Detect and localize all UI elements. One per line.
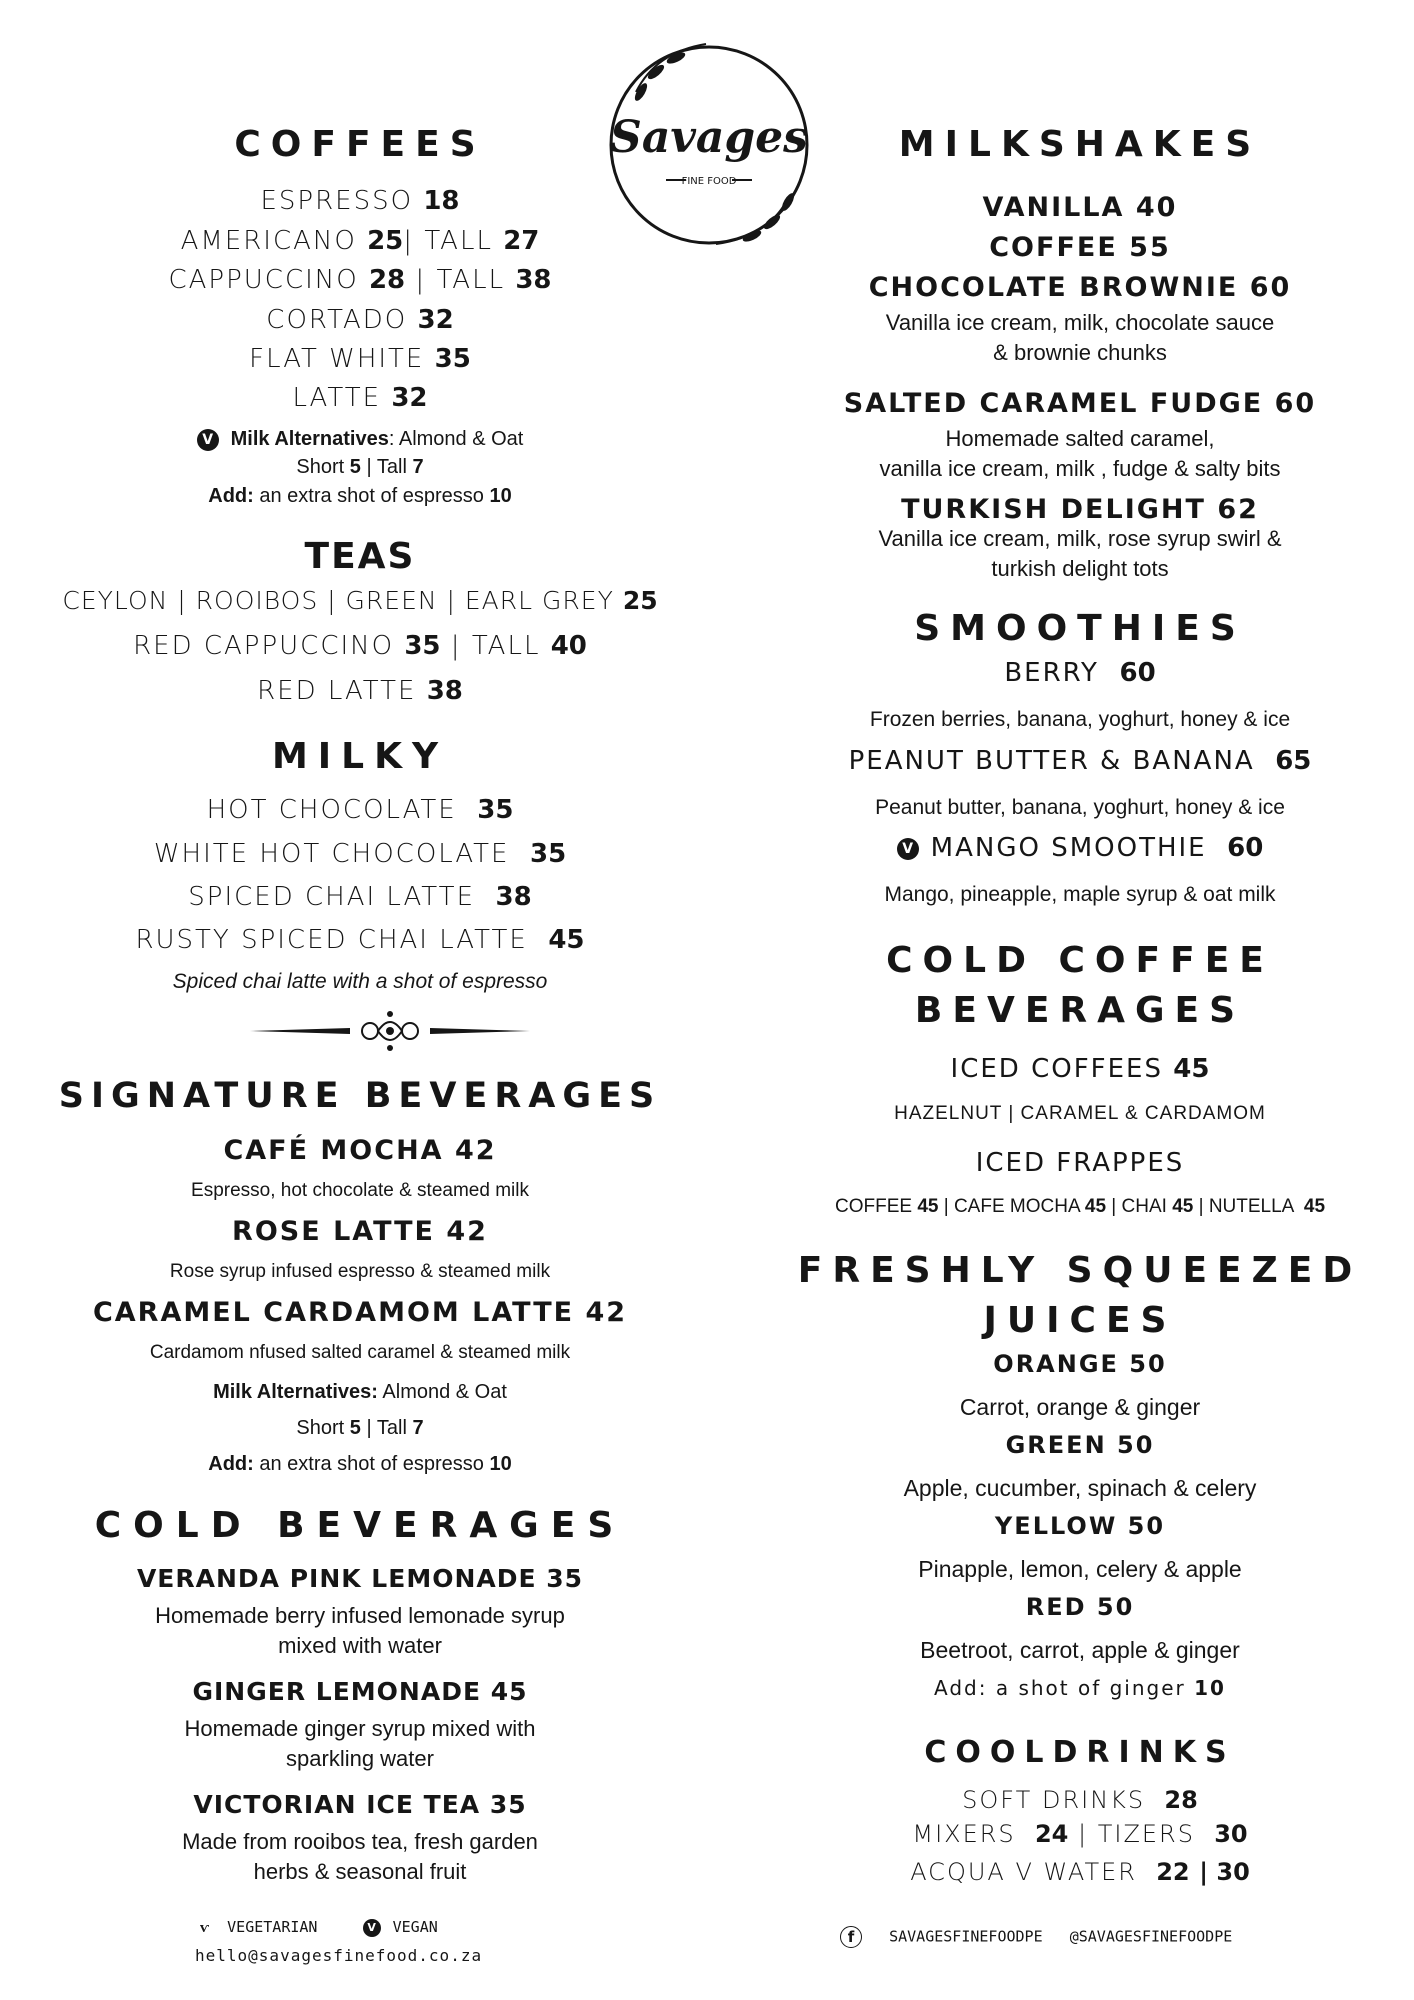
vegetarian-icon: ѵ [200, 1918, 210, 1936]
coffee-item: AMERICANO 25| TALL 27 [180, 226, 540, 256]
smoothie-item: V MANGO SMOOTHIE 60 [780, 833, 1380, 863]
juices-heading: FRESHLY SQUEEZED [797, 1250, 1363, 1291]
milkshakes-heading: MILKSHAKES [898, 124, 1262, 165]
signature-item: CAFÉ MOCHA 42 [223, 1135, 497, 1166]
juice-add-ginger: Add: a shot of ginger 10 [934, 1676, 1226, 1700]
diet-legend: ѵ VEGETARIAN V VEGAN [200, 1918, 438, 1936]
cold-coffee-heading-2: BEVERAGES [914, 990, 1246, 1031]
frappe-options: COFFEE 45 | CAFE MOCHA 45 | CHAI 45 | NUTELLA 45 [834, 1196, 1326, 1217]
vegan-icon: V [363, 1919, 381, 1937]
juice-desc: Apple, cucumber, spinach & celery [903, 1475, 1257, 1501]
coffee-item: CORTADO 32 [266, 305, 454, 335]
iced-coffees: ICED COFFEES 45 [950, 1054, 1210, 1084]
signature-item: CARAMEL CARDAMOM LATTE 42 [92, 1297, 628, 1328]
milky-heading: MILKY [271, 736, 449, 777]
coffee-item: LATTE 32 [292, 383, 428, 413]
smoothie-desc: Mango, pineapple, maple syrup & oat milk [884, 883, 1276, 906]
juice-item: RED 50 [1025, 1593, 1135, 1621]
milkshake-desc: Vanilla ice cream, milk, rose syrup swirl & turkish delight tots [878, 526, 1282, 581]
signature-item: ROSE LATTE 42 [232, 1216, 488, 1247]
cold-item: VERANDA PINK LEMONADE 35 [136, 1564, 584, 1593]
cold-coffee-heading: COLD COFFEE [886, 940, 1274, 981]
milky-item: SPICED CHAI LATTE 38 [188, 882, 532, 912]
signature-desc: Cardamom nfused salted caramel & steamed milk [149, 1342, 571, 1363]
teas-heading: TEAS [304, 536, 416, 577]
teas-line: RED CAPPUCCINO 35 | TALL 40 [133, 631, 587, 661]
cooldrink-item: MIXERS 24 | TIZERS 30 [912, 1820, 1248, 1848]
ornament-divider [250, 1008, 530, 1054]
signature-heading: SIGNATURE BEVERAGES [58, 1076, 662, 1116]
coffee-item: ESPRESSO 18 [260, 186, 460, 216]
smoothie-desc: Peanut butter, banana, yoghurt, honey & ice [875, 796, 1285, 819]
milkshake-item: VANILLA 40 [982, 192, 1178, 223]
signature-milk-sizes: Short 5 | Tall 7 [296, 1417, 424, 1439]
milky-item: WHITE HOT CHOCOLATE 35 [153, 839, 567, 869]
milkshake-item: CHOCOLATE BROWNIE 60 [868, 272, 1292, 303]
email-link[interactable]: hello@savagesfinefood.co.za [195, 1946, 483, 1965]
cooldrink-item: ACQUA V WATER 22 | 30 [910, 1858, 1250, 1886]
juice-item: YELLOW 50 [994, 1512, 1166, 1540]
logo-name: Savages [610, 112, 808, 163]
iced-coffee-flavours: HAZELNUT | CARAMEL & CARDAMOM [894, 1103, 1266, 1124]
milky-item: HOT CHOCOLATE 35 [206, 795, 514, 825]
juices-heading-2: JUICES [983, 1300, 1177, 1341]
cold-item: GINGER LEMONADE 45 [192, 1677, 528, 1706]
juice-desc: Beetroot, carrot, apple & ginger [920, 1637, 1240, 1663]
signature-milk-alternatives: Milk Alternatives: Almond & Oat [213, 1381, 507, 1403]
milkshake-item: TURKISH DELIGHT 62 [901, 494, 1259, 525]
juice-desc: Pinapple, lemon, celery & apple [918, 1556, 1242, 1582]
smoothies-heading: SMOOTHIES [914, 608, 1246, 649]
signature-desc: Espresso, hot chocolate & steamed milk [191, 1180, 529, 1201]
juice-desc: Carrot, orange & ginger [959, 1394, 1201, 1420]
teas-line: CEYLON | ROOIBOS | GREEN | EARL GREY 25 [62, 586, 658, 615]
cold-item: VICTORIAN ICE TEA 35 [193, 1790, 527, 1819]
signature-add-shot: Add: an extra shot of espresso 10 [208, 1453, 512, 1475]
cooldrinks-heading: COOLDRINKS [924, 1735, 1236, 1770]
logo-tagline: FINE FOOD [681, 176, 737, 187]
cold-desc: Homemade ginger syrup mixed with sparkling water [184, 1716, 536, 1771]
milkshake-desc: Homemade salted caramel, vanilla ice cream, milk , fudge & salty bits [879, 426, 1281, 481]
cold-desc: Homemade berry infused lemonade syrup mixed with water [155, 1603, 565, 1658]
milkshake-desc: Vanilla ice cream, milk, chocolate sauce & brownie chunks [885, 310, 1275, 365]
milky-item: RUSTY SPICED CHAI LATTE 45 [135, 925, 585, 955]
cold-heading: COLD BEVERAGES [94, 1505, 626, 1546]
cooldrink-item: SOFT DRINKS 28 [962, 1786, 1198, 1814]
milkshake-item: COFFEE 55 [989, 232, 1171, 263]
facebook-icon[interactable]: f [840, 1926, 862, 1948]
smoothie-item: PEANUT BUTTER & BANANA 65 [848, 746, 1312, 776]
milky-note: Spiced chai latte with a shot of espresso [172, 970, 548, 993]
facebook-handle[interactable]: SAVAGESFINEFOODPE [889, 1927, 1043, 1946]
smoothie-desc: Frozen berries, banana, yoghurt, honey & ice [869, 708, 1291, 731]
vegan-icon: V [197, 429, 219, 451]
cold-desc: Made from rooibos tea, fresh garden herbs & seasonal fruit [182, 1829, 538, 1884]
coffee-add-shot: Add: an extra shot of espresso 10 [208, 485, 512, 507]
coffee-milk-sizes: Short 5 | Tall 7 [296, 456, 424, 478]
coffee-milk-alternatives: V Milk Alternatives: Almond & Oat [40, 428, 680, 451]
smoothie-item: BERRY 60 [1004, 658, 1156, 688]
milkshake-item: SALTED CARAMEL FUDGE 60 [843, 388, 1317, 419]
signature-desc: Rose syrup infused espresso & steamed milk [169, 1261, 551, 1282]
social-links [840, 1926, 1232, 1948]
coffee-item: FLAT WHITE 35 [249, 344, 471, 374]
juice-item: ORANGE 50 [993, 1350, 1167, 1378]
iced-frappes: ICED FRAPPES [975, 1148, 1185, 1178]
coffees-heading: COFFEES [234, 124, 486, 165]
coffee-item: CAPPUCCINO 28 | TALL 38 [168, 265, 552, 295]
instagram-handle[interactable]: @SAVAGESFINEFOODPE [1069, 1927, 1233, 1946]
teas-line: RED LATTE 38 [257, 676, 463, 706]
vegan-icon: V [897, 838, 919, 860]
juice-item: GREEN 50 [1005, 1431, 1155, 1459]
